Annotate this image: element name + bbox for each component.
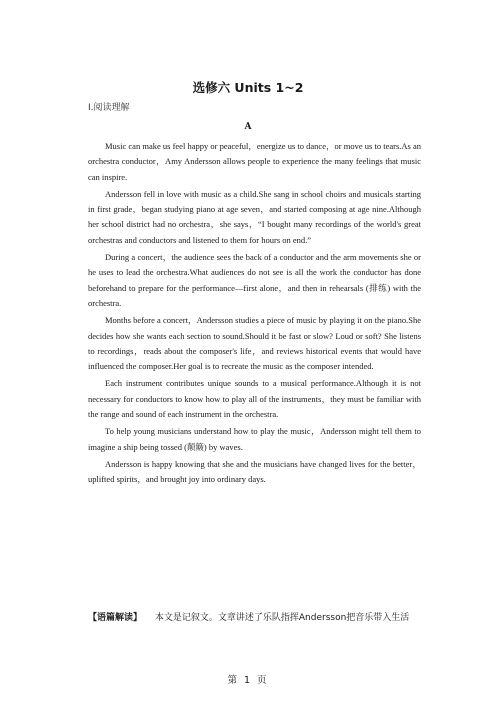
passage-letter: A — [244, 122, 252, 132]
passage-analysis-note — [88, 610, 428, 623]
section-heading: Ⅰ.阅读理解 — [88, 103, 130, 113]
note-text: 本文是记叙文。文章讲述了乐队指挥Andersson把音乐带入生活 — [154, 613, 410, 623]
paragraph: Each instrument contributes unique sounds to a musical performance.Although it is not necessary for conductors to know how to play all of the instruments，they must be familiar with the range and sound of each instrument in the orchestra. — [88, 378, 421, 420]
page-title: 选修六 Units 1~2 — [192, 80, 304, 95]
paragraph: Music can make us feel happy or peaceful，energize us to dance，or move us to tears.As an orchestra conductor，Amy Andersson allows people to experience the many feelings that music can inspire. — [88, 141, 421, 182]
paragraph: Andersson fell in love with music as a child.She sang in school choirs and musicals starting in first grade，began studying piano at age seven，and started composing at age nine.Although her school district had no orchestra，she says，“I bought many recordings of the world's great orchestras and conductors and listened to them for hours on end.” — [88, 188, 421, 245]
page-number: 第 1 页 — [227, 675, 269, 686]
passage-body — [88, 139, 421, 490]
paragraph: During a concert，the audience sees the back of a conductor and the arm movements she or he uses to lead the orchestra.What audiences do not see is all the work the conductor has done beforehand to prepare for the performance—first alone，and then in rehearsals (排练) with the orchestra. — [88, 252, 421, 308]
note-tag: 【语篇解读】 — [88, 613, 143, 623]
paragraph: To help young musicians understand how to play the music，Andersson might tell them to imagine a ship being tossed (颠簸) by waves. — [88, 426, 421, 452]
paragraph: Andersson is happy knowing that she and the musicians have changed lives for the better，uplifted spirits，and brought joy into ordinary days. — [88, 458, 421, 485]
paragraph: Months before a concert，Andersson studies a piece of music by playing it on the piano.She decides how she wants each section to sound.Should it be fast or slow? Loud or soft? She listens to recordings，reads about the composer's life，and reviews historical events that would have influenced the composer.Her goal is to recreate the music as the composer intended. — [88, 315, 421, 372]
